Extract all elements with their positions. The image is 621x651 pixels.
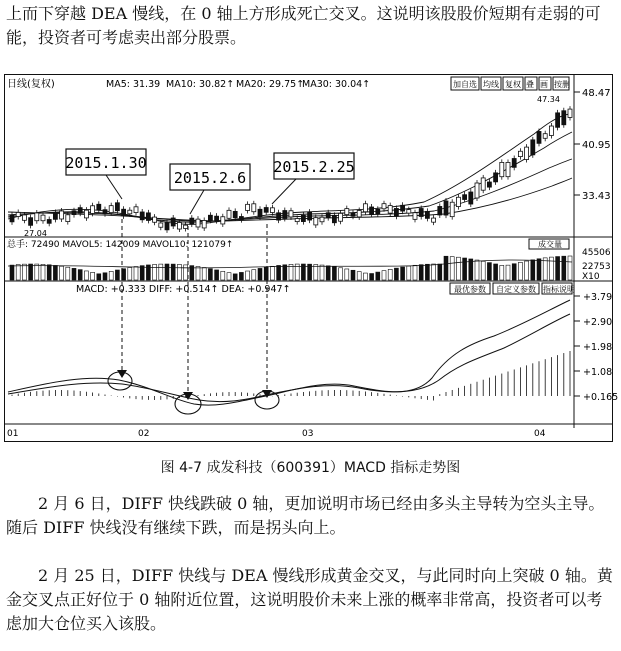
candle-body xyxy=(146,213,150,221)
candle-body xyxy=(72,211,76,215)
candle-body xyxy=(53,213,57,220)
volume-bar xyxy=(568,256,572,280)
volume-bar xyxy=(370,274,374,280)
volume-bar xyxy=(109,271,113,280)
candle-body xyxy=(208,215,212,220)
volume-bar xyxy=(382,271,386,280)
volume-bar xyxy=(339,268,343,280)
volume-bar xyxy=(134,267,138,280)
volume-bar xyxy=(487,263,491,280)
volume-bar xyxy=(22,264,26,280)
volume-bar xyxy=(246,271,250,280)
svg-text:复权: 复权 xyxy=(505,80,521,89)
volume-bar xyxy=(506,265,510,280)
candle-body xyxy=(190,218,194,224)
volume-bar xyxy=(494,264,498,280)
candle-body xyxy=(258,209,262,216)
volume-bar xyxy=(425,264,429,280)
volume-bar xyxy=(438,264,442,280)
macd-tick-1: +3.79 xyxy=(583,292,613,303)
svg-text:叠: 叠 xyxy=(526,80,534,89)
volume-bar xyxy=(140,266,144,280)
candle-body xyxy=(277,213,281,220)
candle-body xyxy=(326,213,330,218)
price-high-label: 47.34 xyxy=(537,95,560,104)
svg-text:2015.2.6: 2015.2.6 xyxy=(173,169,247,187)
volume-bar xyxy=(53,265,57,280)
volume-bar xyxy=(407,266,411,280)
candle-body xyxy=(264,208,268,213)
price-low-label: 27.04 xyxy=(24,229,47,238)
candle-body xyxy=(29,218,33,226)
volume-bar xyxy=(202,267,206,280)
candle-body xyxy=(345,209,349,215)
candle-body xyxy=(171,218,175,226)
volume-bar xyxy=(47,265,51,280)
volume-bar xyxy=(320,265,324,280)
volume-bar xyxy=(314,265,318,280)
ma5-label: MA5: 31.39 xyxy=(106,79,161,90)
volume-bar xyxy=(394,268,398,280)
volume-bar xyxy=(562,256,566,280)
volume-bar xyxy=(103,273,107,280)
candle-body xyxy=(115,203,119,211)
volume-bar xyxy=(91,272,95,280)
candle-body xyxy=(363,204,367,212)
volume-bar xyxy=(159,264,163,280)
volume-bar xyxy=(177,264,181,280)
candle-body xyxy=(78,208,82,214)
candle-body xyxy=(376,209,380,213)
ma10-label: MA10: 30.82↑ xyxy=(166,79,235,90)
volume-bar xyxy=(153,264,157,280)
volume-bar xyxy=(16,265,20,280)
candle-body xyxy=(109,206,113,213)
candle-body xyxy=(339,213,343,221)
volume-bar xyxy=(283,265,287,280)
macd-tick-3: +1.98 xyxy=(583,342,613,353)
candle-body xyxy=(239,217,243,220)
volume-bar xyxy=(196,266,200,280)
candle-body xyxy=(438,206,442,215)
candle-body xyxy=(370,207,374,214)
candle-body xyxy=(308,212,312,220)
volume-bar xyxy=(215,270,219,280)
ma30-label: MA30: 30.04↑ xyxy=(302,79,371,90)
candle-body xyxy=(549,126,553,135)
svg-text:最优参数: 最优参数 xyxy=(454,285,486,294)
volume-bar xyxy=(531,260,535,280)
volume-tick-high: 45506 xyxy=(582,248,611,258)
volume-bar xyxy=(481,261,485,280)
candle-body xyxy=(16,212,20,216)
candle-body xyxy=(413,213,417,220)
candle-body xyxy=(283,211,287,219)
paragraph-feb25: 2 月 25 日，DIFF 快线与 DEA 慢线形成黄金交叉，与此同时向上突破 0 轴。黄金交叉点正好位于 0 轴附近位置，这说明股价未来上涨的概率非常高，投资者可以考虑加大仓位买入该股。 xyxy=(6,566,613,633)
candle-body xyxy=(134,207,138,213)
volume-bar xyxy=(277,265,281,280)
volume-bar xyxy=(29,264,33,280)
volume-bar xyxy=(332,267,336,280)
volume-bar xyxy=(419,265,423,280)
figure-caption: 图 4-7 成发科技（600391）MACD 指标走势图 xyxy=(160,460,461,476)
candle-body xyxy=(382,204,386,209)
volume-bar xyxy=(165,264,169,280)
candle-body xyxy=(394,208,398,216)
volume-bar xyxy=(35,264,39,280)
volume-bar xyxy=(258,268,262,280)
candle-body xyxy=(66,215,70,222)
price-tick-low: 33.43 xyxy=(582,191,611,202)
macd-tick-4: +1.08 xyxy=(583,367,613,378)
volume-tick-mid: 22753 xyxy=(582,262,611,272)
volume-bar xyxy=(556,257,560,280)
svg-text:指标说明: 指标说明 xyxy=(543,285,575,294)
volume-bar xyxy=(60,266,64,280)
candle-body xyxy=(35,213,39,221)
price-tick-high: 48.47 xyxy=(582,88,611,99)
volume-bar xyxy=(115,270,119,280)
svg-text:成交量: 成交量 xyxy=(538,240,562,249)
candle-body xyxy=(531,140,535,155)
candle-body xyxy=(128,210,132,214)
candle-body xyxy=(388,206,392,214)
candle-body xyxy=(463,195,467,200)
volume-bar xyxy=(78,270,82,280)
candle-body xyxy=(556,113,560,127)
candle-body xyxy=(47,220,51,224)
volume-bar xyxy=(227,273,231,280)
volume-tick-unit: X10 xyxy=(582,272,600,282)
intro-paragraph: 上而下穿越 DEA 慢线，在 0 轴上方形成死亡交叉。这说明该股股价短期有走弱的可能，投资者可考虑卖出部分股票。 xyxy=(6,4,601,47)
month-label-04: 04 xyxy=(534,429,546,439)
volume-bar xyxy=(221,271,225,280)
volume-bar xyxy=(432,264,436,280)
candle-body xyxy=(506,162,510,176)
candle-body xyxy=(314,218,318,225)
volume-bar xyxy=(72,268,76,280)
candle-body xyxy=(518,151,522,156)
candle-body xyxy=(227,210,231,218)
month-label-03: 03 xyxy=(302,429,314,439)
svg-text:画: 画 xyxy=(540,80,548,89)
volume-bar xyxy=(10,265,14,280)
candle-body xyxy=(562,111,566,125)
candle-body xyxy=(351,213,355,216)
candle-body xyxy=(450,202,454,216)
candle-body xyxy=(494,173,498,182)
candle-body xyxy=(252,204,256,212)
volume-bar xyxy=(326,266,330,280)
candle-body xyxy=(512,159,516,168)
candle-body xyxy=(500,162,504,176)
volume-bar xyxy=(171,264,175,280)
candle-body xyxy=(140,212,144,220)
volume-bar xyxy=(388,269,392,280)
candle-body xyxy=(401,205,405,211)
volume-bar xyxy=(456,257,460,280)
candle-body xyxy=(41,215,45,221)
volume-bar xyxy=(376,272,380,280)
candle-body xyxy=(97,204,101,209)
volume-bar xyxy=(97,274,101,280)
candle-body xyxy=(103,210,107,214)
volume-bar xyxy=(401,267,405,280)
candle-body xyxy=(215,216,219,220)
candle-body xyxy=(177,223,181,230)
candle-body xyxy=(543,134,547,139)
candle-body xyxy=(432,218,436,222)
candle-body xyxy=(202,220,206,227)
volume-bar xyxy=(549,257,553,280)
volume-bar xyxy=(84,271,88,280)
volume-bar xyxy=(252,270,256,280)
svg-text:按删: 按删 xyxy=(554,80,570,89)
volume-bar xyxy=(233,274,237,280)
volume-bar xyxy=(41,264,45,280)
candle-body xyxy=(165,223,169,230)
candle-body xyxy=(246,204,250,210)
volume-bar xyxy=(500,265,504,280)
svg-text:2015.1.30: 2015.1.30 xyxy=(65,154,147,172)
candle-body xyxy=(22,215,26,220)
price-tick-mid: 40.95 xyxy=(582,140,611,151)
volume-bar xyxy=(128,268,132,280)
candle-body xyxy=(289,211,293,217)
candle-body xyxy=(537,131,541,143)
candle-body xyxy=(487,182,491,187)
candle-body xyxy=(456,197,460,206)
volume-bar xyxy=(413,265,417,280)
svg-text:自定义参数: 自定义参数 xyxy=(496,285,536,294)
candle-body xyxy=(425,211,429,218)
volume-bar xyxy=(363,273,367,280)
macd-label: MACD: +0.333 DIFF: +0.514↑ DEA: +0.947↑ xyxy=(76,284,291,295)
candle-body xyxy=(184,225,188,228)
paragraph-feb6: 2 月 6 日，DIFF 快线跌破 0 轴，更加说明市场已经由多头主导转为空头主导。随后 DIFF 快线没有继续下跌，而是拐头向上。 xyxy=(6,494,605,537)
volume-bar xyxy=(475,260,479,280)
candle-body xyxy=(481,178,485,190)
svg-text:加自选: 加自选 xyxy=(453,80,477,89)
volume-bar xyxy=(270,266,274,280)
candle-body xyxy=(196,219,200,227)
candle-body xyxy=(469,192,473,204)
candle-body xyxy=(84,210,88,218)
volume-bar xyxy=(525,261,529,280)
candle-body xyxy=(407,210,411,214)
candle-body xyxy=(233,211,237,217)
candle-body xyxy=(159,223,163,227)
svg-text:均线: 均线 xyxy=(483,80,499,89)
macd-tick-5: +0.165 xyxy=(583,392,619,403)
candle-body xyxy=(332,215,336,222)
chart-title: 日线(复权) xyxy=(7,79,55,90)
candle-body xyxy=(475,183,479,198)
volume-label: 总手: 72490 MAVOL5: 142009 MAVOL10: 121079↑ xyxy=(7,240,234,250)
macd-tick-2: +2.90 xyxy=(583,317,613,328)
candle-body xyxy=(320,217,324,222)
candle-body xyxy=(568,109,572,117)
candle-body xyxy=(419,209,423,217)
candle-body xyxy=(153,217,157,222)
candle-body xyxy=(60,211,64,219)
volume-bar xyxy=(208,269,212,280)
candle-body xyxy=(444,201,448,215)
ma20-label: MA20: 29.75↑ xyxy=(236,79,305,90)
svg-text:2015.2.25: 2015.2.25 xyxy=(273,158,355,176)
candle-body xyxy=(357,210,361,216)
candle-body xyxy=(525,147,529,159)
candle-body xyxy=(221,217,225,224)
month-label-01: 01 xyxy=(7,429,19,439)
volume-bar xyxy=(345,269,349,280)
volume-bar xyxy=(444,256,448,280)
volume-bar xyxy=(357,272,361,280)
stock-chart-figure xyxy=(4,74,619,442)
volume-bar xyxy=(264,267,268,280)
candle-body xyxy=(301,215,305,221)
candle-body xyxy=(91,206,95,214)
volume-bar xyxy=(537,259,541,280)
candle-body xyxy=(295,219,299,222)
volume-bar xyxy=(239,272,243,280)
volume-bar xyxy=(469,259,473,280)
volume-bar xyxy=(66,267,70,280)
volume-bar xyxy=(512,264,516,280)
volume-bar xyxy=(351,270,355,280)
candle-body xyxy=(270,208,274,213)
volume-bar xyxy=(184,265,188,280)
volume-bar xyxy=(463,258,467,280)
volume-bar xyxy=(450,257,454,280)
volume-bar xyxy=(518,262,522,280)
candle-body xyxy=(10,215,14,222)
month-label-02: 02 xyxy=(138,429,150,439)
